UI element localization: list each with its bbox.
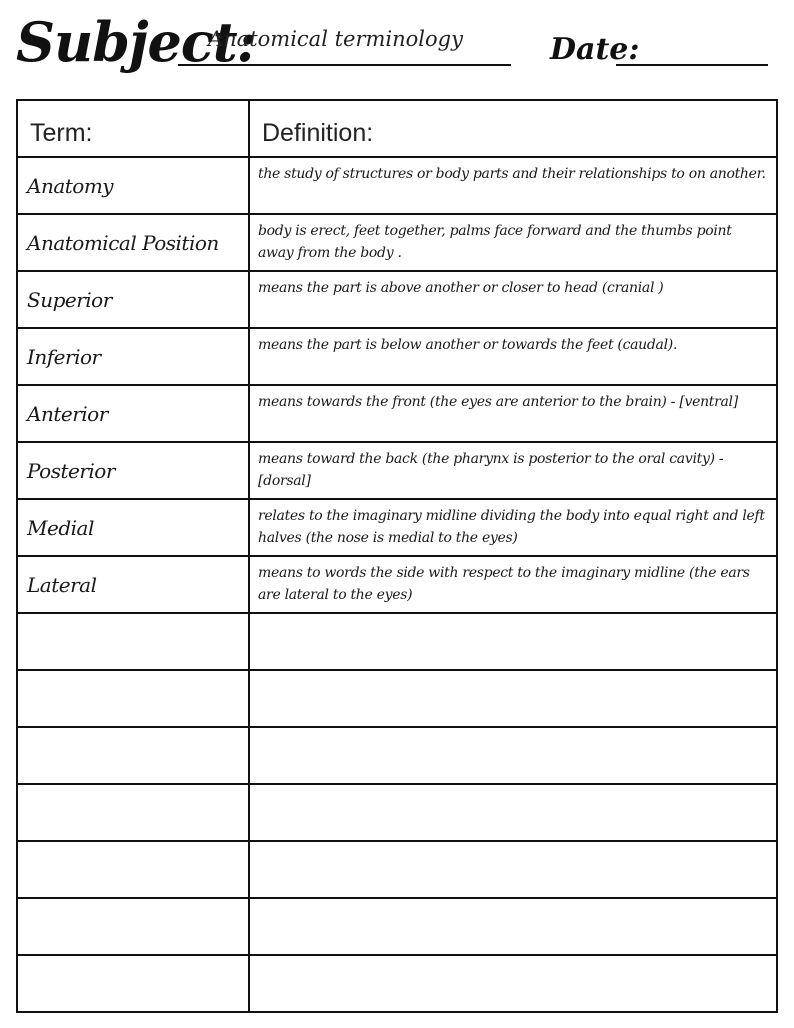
- term-text: [18, 728, 248, 742]
- term-text: [18, 614, 248, 628]
- definition-text: means towards the front (the eyes are anterior to the brain) - [ventral]: [258, 394, 738, 410]
- definition-text: means toward the back (the pharynx is posterior to the oral cavity) - [dorsal]: [258, 451, 724, 489]
- term-cell[interactable]: [17, 670, 249, 727]
- term-text: Superior: [27, 288, 112, 312]
- definition-cell[interactable]: [249, 613, 777, 670]
- date-label: Date:: [550, 32, 640, 67]
- definition-cell[interactable]: [249, 499, 777, 556]
- table-row: [17, 613, 777, 670]
- definition-text: [250, 899, 776, 904]
- term-cell[interactable]: [17, 841, 249, 898]
- definition-cell[interactable]: [249, 556, 777, 613]
- definition-cell[interactable]: [249, 670, 777, 727]
- table-header-row: [17, 100, 777, 157]
- term-cell[interactable]: [17, 613, 249, 670]
- table-row: [17, 727, 777, 784]
- definition-cell[interactable]: [249, 955, 777, 1012]
- subject-value[interactable]: Anatomical terminology: [208, 27, 463, 51]
- term-text: Lateral: [27, 573, 97, 597]
- table-row: [17, 271, 777, 328]
- definition-text: [250, 671, 776, 676]
- definition-cell[interactable]: [249, 214, 777, 271]
- term-text: Anterior: [27, 402, 108, 426]
- term-text: [18, 956, 248, 970]
- definition-text: [250, 842, 776, 847]
- term-column-header: Term:: [17, 100, 249, 157]
- term-text: [18, 671, 248, 685]
- definition-text: relates to the imaginary midline dividing the body into equal right and left halves (the nose is medial to the eyes): [258, 508, 765, 546]
- table-row: [17, 328, 777, 385]
- table-row: [17, 898, 777, 955]
- definition-column-header: Definition:: [249, 100, 777, 157]
- terms-table: [16, 99, 778, 1013]
- definition-text: means the part is above another or closer to head (cranial ): [258, 280, 664, 296]
- subject-label: Subject:: [16, 10, 256, 74]
- term-text: Anatomical Position: [27, 231, 219, 255]
- term-cell[interactable]: [17, 328, 249, 385]
- term-cell[interactable]: [17, 214, 249, 271]
- definition-cell[interactable]: [249, 442, 777, 499]
- term-cell[interactable]: [17, 898, 249, 955]
- definition-cell[interactable]: [249, 898, 777, 955]
- term-text: Posterior: [27, 459, 115, 483]
- definition-cell[interactable]: [249, 328, 777, 385]
- definition-cell[interactable]: [249, 385, 777, 442]
- definition-cell[interactable]: [249, 784, 777, 841]
- table-row: [17, 784, 777, 841]
- definition-cell[interactable]: [249, 727, 777, 784]
- term-text: Anatomy: [27, 174, 114, 198]
- table-row: [17, 556, 777, 613]
- term-cell[interactable]: [17, 271, 249, 328]
- table-row: [17, 955, 777, 1012]
- definition-text: [250, 956, 776, 961]
- term-cell[interactable]: [17, 442, 249, 499]
- table-row: [17, 157, 777, 214]
- definition-text: means to words the side with respect to the imaginary midline (the ears are lateral to the eyes): [258, 565, 750, 603]
- term-cell[interactable]: [17, 385, 249, 442]
- definition-text: [250, 785, 776, 790]
- definition-text: [250, 728, 776, 733]
- worksheet-header: [0, 0, 794, 98]
- definition-cell[interactable]: [249, 157, 777, 214]
- definition-cell[interactable]: [249, 841, 777, 898]
- table-row: [17, 670, 777, 727]
- term-text: [18, 899, 248, 913]
- term-cell[interactable]: [17, 784, 249, 841]
- term-text: [18, 842, 248, 856]
- term-cell[interactable]: [17, 157, 249, 214]
- term-text: [18, 785, 248, 799]
- term-text: Inferior: [27, 345, 101, 369]
- term-cell[interactable]: [17, 556, 249, 613]
- table-row: [17, 499, 777, 556]
- table-row: [17, 214, 777, 271]
- definition-text: means the part is below another or towards the feet (caudal).: [258, 337, 678, 353]
- definition-text: [250, 614, 776, 619]
- table-row: [17, 841, 777, 898]
- term-cell[interactable]: [17, 955, 249, 1012]
- subject-field-line[interactable]: [178, 64, 511, 66]
- term-text: Medial: [27, 516, 94, 540]
- date-field[interactable]: [616, 64, 768, 66]
- definition-text: body is erect, feet together, palms face forward and the thumbs point away from the body .: [258, 223, 732, 261]
- term-cell[interactable]: [17, 727, 249, 784]
- term-cell[interactable]: [17, 499, 249, 556]
- table-row: [17, 442, 777, 499]
- definition-text: the study of structures or body parts and their relationships to on another.: [258, 166, 766, 182]
- definition-cell[interactable]: [249, 271, 777, 328]
- table-row: [17, 385, 777, 442]
